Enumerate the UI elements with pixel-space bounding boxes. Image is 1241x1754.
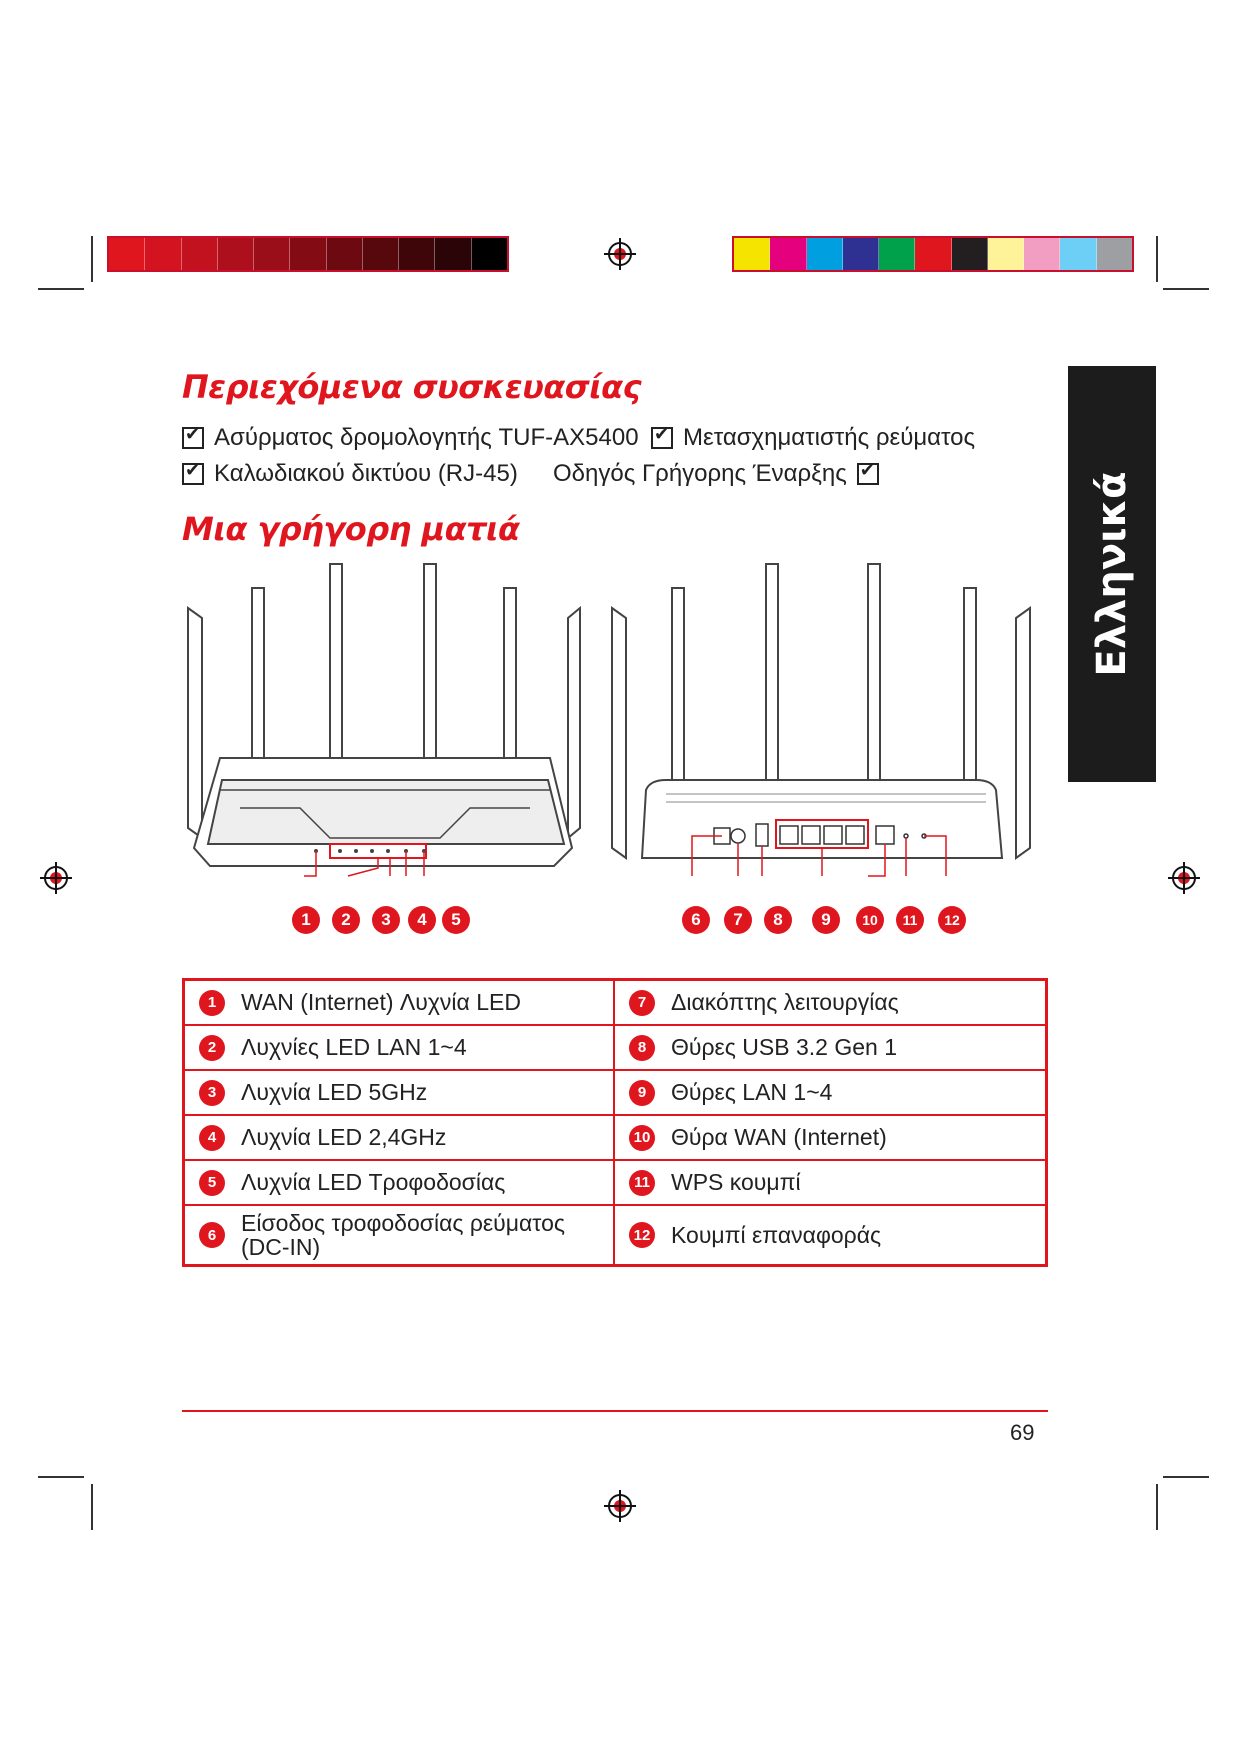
- callout-5: 5: [442, 906, 470, 934]
- callout-6: 6: [682, 906, 710, 934]
- legend-label: Είσοδος τροφοδοσίας ρεύματος (DC-IN): [241, 1210, 565, 1260]
- package-contents-title: Περιεχόμενα συσκευασίας: [182, 368, 642, 406]
- callout-2: 2: [332, 906, 360, 934]
- legend-label: Κουμπί επαναφοράς: [671, 1221, 882, 1248]
- legend-number: 7: [629, 990, 655, 1016]
- legend-number: 1: [199, 990, 225, 1016]
- legend-cell: [615, 1161, 1045, 1204]
- color-swatch: [399, 238, 435, 270]
- router-front-illustration: [180, 558, 590, 898]
- legend-row: [185, 1116, 1045, 1161]
- color-swatch: [952, 238, 988, 270]
- crop-mark: [38, 1476, 84, 1478]
- legend-row: [185, 1071, 1045, 1116]
- package-item: [182, 460, 518, 488]
- legend-label: Λυχνία LED Τροφοδοσίας: [241, 1169, 506, 1195]
- legend-row: [185, 1161, 1045, 1206]
- language-tab-label: Ελληνικά: [1089, 471, 1135, 677]
- color-swatch: [218, 238, 254, 270]
- legend-label: Θύρα WAN (Internet): [671, 1124, 887, 1150]
- legend-label: Λυχνία LED 2,4GHz: [241, 1124, 447, 1150]
- color-swatch: [843, 238, 879, 270]
- legend-number: 11: [629, 1170, 655, 1196]
- legend-number: 5: [199, 1170, 225, 1196]
- crop-mark: [1156, 1484, 1158, 1530]
- crop-mark: [1156, 236, 1158, 282]
- callout-8: 8: [764, 906, 792, 934]
- color-swatch: [327, 238, 363, 270]
- crop-mark: [1163, 288, 1209, 290]
- callout-4: 4: [408, 906, 436, 934]
- legend-label: Θύρες LAN 1~4: [671, 1079, 833, 1105]
- legend-cell: [185, 1071, 615, 1114]
- package-item-label: Καλωδιακού δικτύου (RJ-45): [214, 460, 518, 487]
- package-item-label: Οδηγός Γρήγορης Έναρξης: [553, 460, 847, 487]
- checkbox-icon: [857, 463, 879, 485]
- legend-label: WAN (Internet) Λυχνία LED: [241, 989, 521, 1015]
- router-back-illustration: [606, 558, 1036, 898]
- legend-cell: [615, 981, 1045, 1024]
- callout-12: 12: [938, 906, 966, 934]
- overview-title: Μια γρήγορη ματιά: [182, 510, 520, 548]
- color-swatch: [145, 238, 181, 270]
- crop-mark: [91, 1484, 93, 1530]
- callout-10: 10: [856, 906, 884, 934]
- color-bar-left: [107, 236, 509, 272]
- color-swatch: [290, 238, 326, 270]
- legend-cell: [185, 1026, 615, 1069]
- legend-table: [182, 978, 1048, 1267]
- crop-mark: [91, 236, 93, 282]
- color-swatch: [182, 238, 218, 270]
- package-item-label: Μετασχηματιστής ρεύματος: [683, 424, 976, 451]
- callout-3: 3: [372, 906, 400, 934]
- legend-number: 3: [199, 1080, 225, 1106]
- color-swatch: [770, 238, 806, 270]
- legend-cell: [615, 1206, 1045, 1264]
- registration-mark-icon: [604, 1490, 636, 1522]
- checkbox-icon: [651, 427, 673, 449]
- color-swatch: [363, 238, 399, 270]
- registration-mark-icon: [604, 238, 636, 270]
- legend-number: 9: [629, 1080, 655, 1106]
- checkbox-icon: [182, 427, 204, 449]
- callout-1: 1: [292, 906, 320, 934]
- color-swatch: [915, 238, 951, 270]
- color-swatch: [1060, 238, 1096, 270]
- footer-rule: [182, 1410, 1048, 1412]
- color-swatch: [734, 238, 770, 270]
- legend-number: 2: [199, 1035, 225, 1061]
- package-item: [553, 460, 889, 488]
- legend-number: 12: [629, 1222, 655, 1248]
- legend-label: Λυχνία LED 5GHz: [241, 1079, 428, 1105]
- package-item-label: Ασύρματος δρομολογητής TUF-AX5400: [214, 424, 639, 451]
- legend-cell: [615, 1116, 1045, 1159]
- language-tab: [1068, 366, 1156, 782]
- callout-11: 11: [896, 906, 924, 934]
- page-number: 69: [1010, 1420, 1035, 1445]
- legend-cell: [185, 1116, 615, 1159]
- legend-label: Θύρες USB 3.2 Gen 1: [671, 1034, 897, 1060]
- legend-number: 6: [199, 1222, 225, 1248]
- legend-cell: [615, 1026, 1045, 1069]
- legend-row: [185, 981, 1045, 1026]
- callout-7: 7: [724, 906, 752, 934]
- checkbox-icon: [182, 463, 204, 485]
- color-bar-right: [732, 236, 1134, 272]
- color-swatch: [879, 238, 915, 270]
- color-swatch: [472, 238, 507, 270]
- color-swatch: [1024, 238, 1060, 270]
- legend-label: Λυχνίες LED LAN 1~4: [241, 1034, 467, 1060]
- color-swatch: [254, 238, 290, 270]
- legend-cell: [615, 1071, 1045, 1114]
- crop-mark: [1163, 1476, 1209, 1478]
- package-item: [182, 424, 639, 452]
- legend-cell: [185, 981, 615, 1024]
- legend-label: Διακόπτης λειτουργίας: [671, 989, 899, 1015]
- legend-number: 4: [199, 1125, 225, 1151]
- color-swatch: [1097, 238, 1132, 270]
- color-swatch: [109, 238, 145, 270]
- legend-number: 8: [629, 1035, 655, 1061]
- callout-9: 9: [812, 906, 840, 934]
- legend-row: [185, 1026, 1045, 1071]
- color-swatch: [988, 238, 1024, 270]
- color-swatch: [435, 238, 471, 270]
- color-swatch: [807, 238, 843, 270]
- registration-mark-icon: [1168, 862, 1200, 894]
- legend-row: [185, 1206, 1045, 1264]
- package-item: [651, 424, 975, 452]
- crop-mark: [38, 288, 84, 290]
- legend-number: 10: [629, 1125, 655, 1151]
- legend-label: WPS κουμπί: [671, 1169, 801, 1195]
- legend-cell: [185, 1161, 615, 1204]
- legend-cell: [185, 1206, 615, 1264]
- registration-mark-icon: [40, 862, 72, 894]
